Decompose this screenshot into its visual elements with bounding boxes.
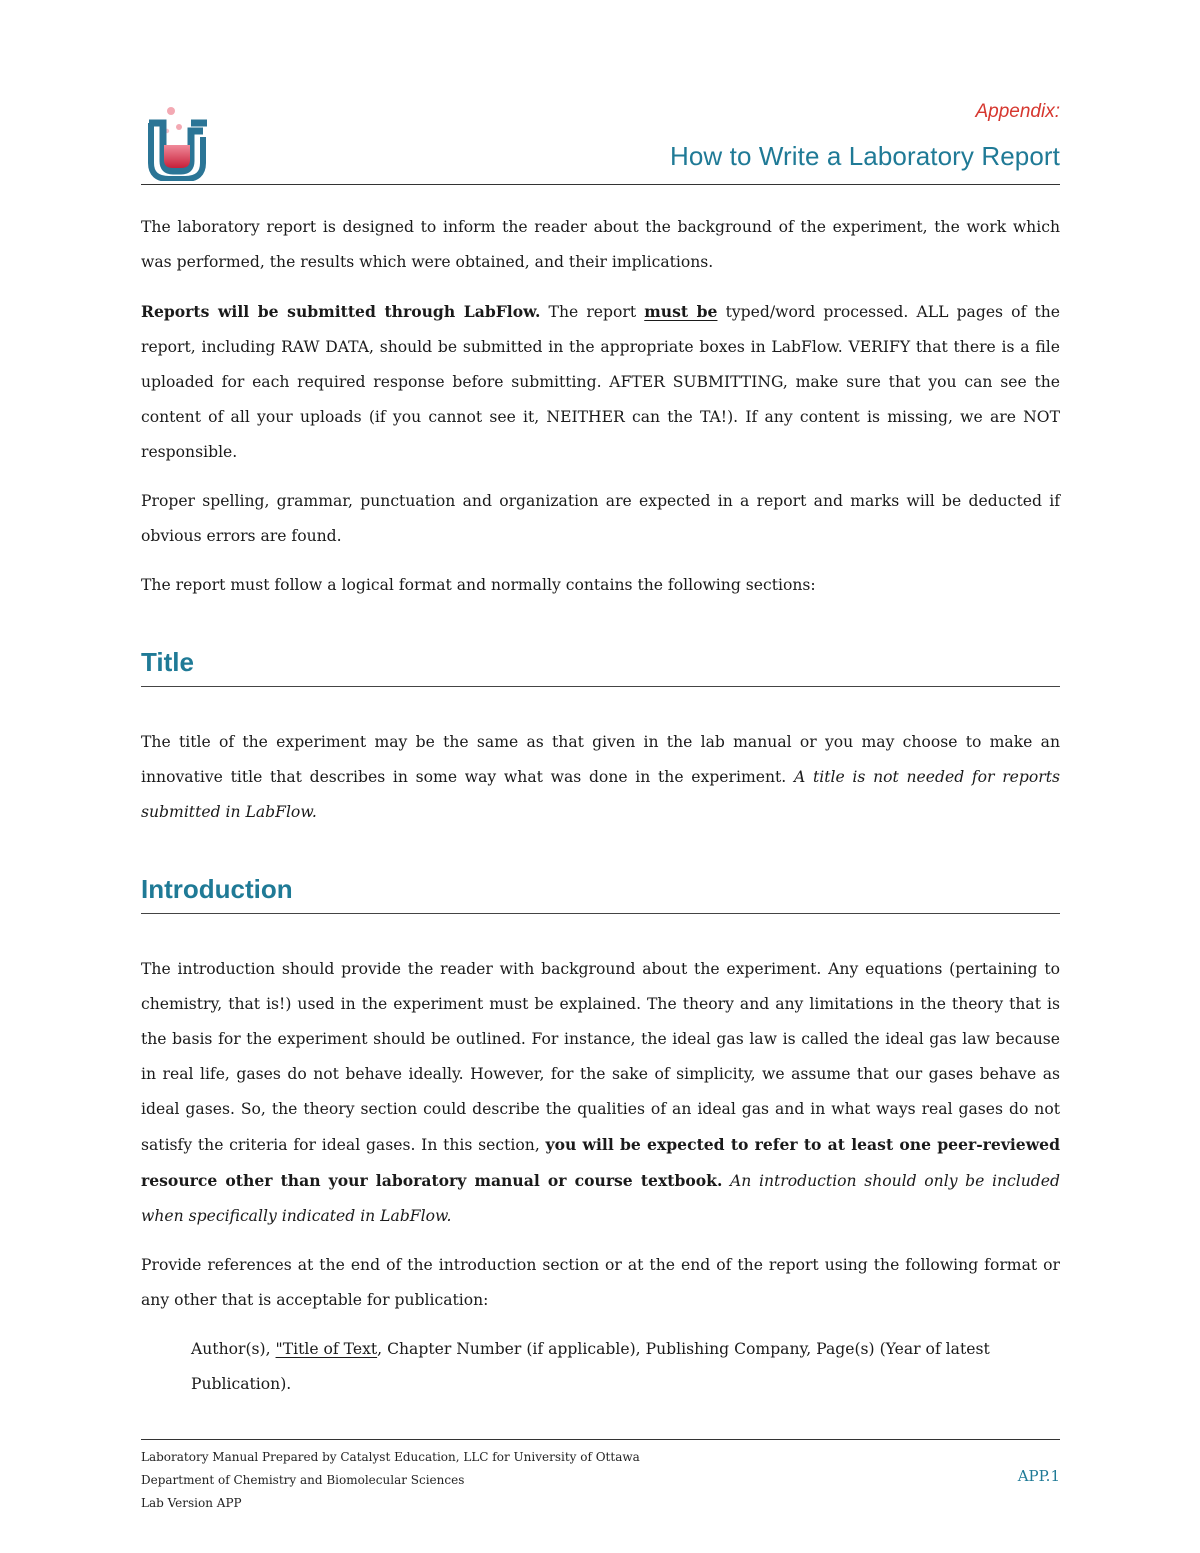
introduction-text: The introduction should provide the reader with background about the experiment. Any equations (pertaining to chemistry, that is!) used in the experiment must be explained. The theory and any limitations in the theory that is the basis for the experiment should be outlined. For instance, the ideal gas law is called the ideal gas law because in real life, gases do not behave ideally. However, for the sake of simplicity, we assume that our gases behave as ideal gases. So, the theory section could describe the qualities of an ideal gas and in what ways real gases do not satisfy the criteria for ideal gases. In this section, [141,960,1060,1154]
reference-format-part-b: , Chapter Number (if applicable), Publishing Company, Page(s) (Year of latest Publication). [191,1340,990,1393]
intro-paragraph-3: Proper spelling, grammar, punctuation and organization are expected in a report and marks will be deducted if obvious errors are found. [141,492,1060,545]
beaker-logo-icon [145,101,211,181]
document-title: How to Write a Laboratory Report [669,141,1060,171]
submission-note: Reports will be submitted through LabFlow. [141,302,541,321]
footer-line-department: Department of Chemistry and Biomolecular Sciences [141,1473,465,1487]
intro-paragraph-1: The laboratory report is designed to inform the reader about the background of the experiment, the work which was performed, the results which were obtained, and their implications. [141,218,1060,271]
introduction-italic-note: An introduction should only be included when specifically indicated in LabFlow. [141,1172,1060,1225]
intro-paragraph-2 [141,294,1060,470]
footer-line-version: Lab Version APP [141,1496,242,1510]
section-heading-introduction: Introduction [141,874,1060,914]
appendix-label: Appendix: [975,101,1060,122]
page-number: APP.1 [1017,1467,1060,1485]
introduction-section-paragraph [141,952,1060,1234]
footer-line-preparer: Laboratory Manual Prepared by Catalyst Education, LLC for University of Ottawa [141,1450,640,1464]
reference-format-title: "Title of Text [275,1340,378,1358]
reference-format-part-a: Author(s), [191,1340,276,1358]
main-content [141,210,1060,1402]
title-section-paragraph [141,725,1060,830]
references-instruction: Provide references at the end of the introduction section or at the end of the report using the following format or any other that is acceptable for publication: [141,1256,1060,1309]
page-header [141,95,1060,185]
title-section-text: The title of the experiment may be the same as that given in the lab manual or you may choose to make an innovative title that describes in some way what was done in the experiment. [141,733,1060,786]
intro-paragraph-2-part-a: The report [540,303,645,321]
intro-paragraph-2-part-b: typed/word processed. ALL pages of the report, including RAW DATA, should be submitted in the appropriate boxes in LabFlow. VERIFY that there is a file uploaded for each required response before submitting. AFTER SUBMITTING, make sure that you can see the content of all your uploads (if you cannot see it, NEITHER can the TA!). If any content is missing, we are NOT responsible. [141,303,1060,461]
reference-format-example [141,1332,1060,1402]
introduction-bold-requirement: you will be expected to refer to at least one peer-reviewed resource other than your laboratory manual or course textbook. [141,1135,1060,1190]
page-footer [141,1439,1060,1515]
section-heading-title: Title [141,647,1060,687]
title-section-italic-note: A title is not needed for reports submitted in LabFlow. [141,768,1060,821]
must-be-emphasis: must be [644,302,718,321]
intro-paragraph-4: The report must follow a logical format and normally contains the following sections: [141,576,816,594]
